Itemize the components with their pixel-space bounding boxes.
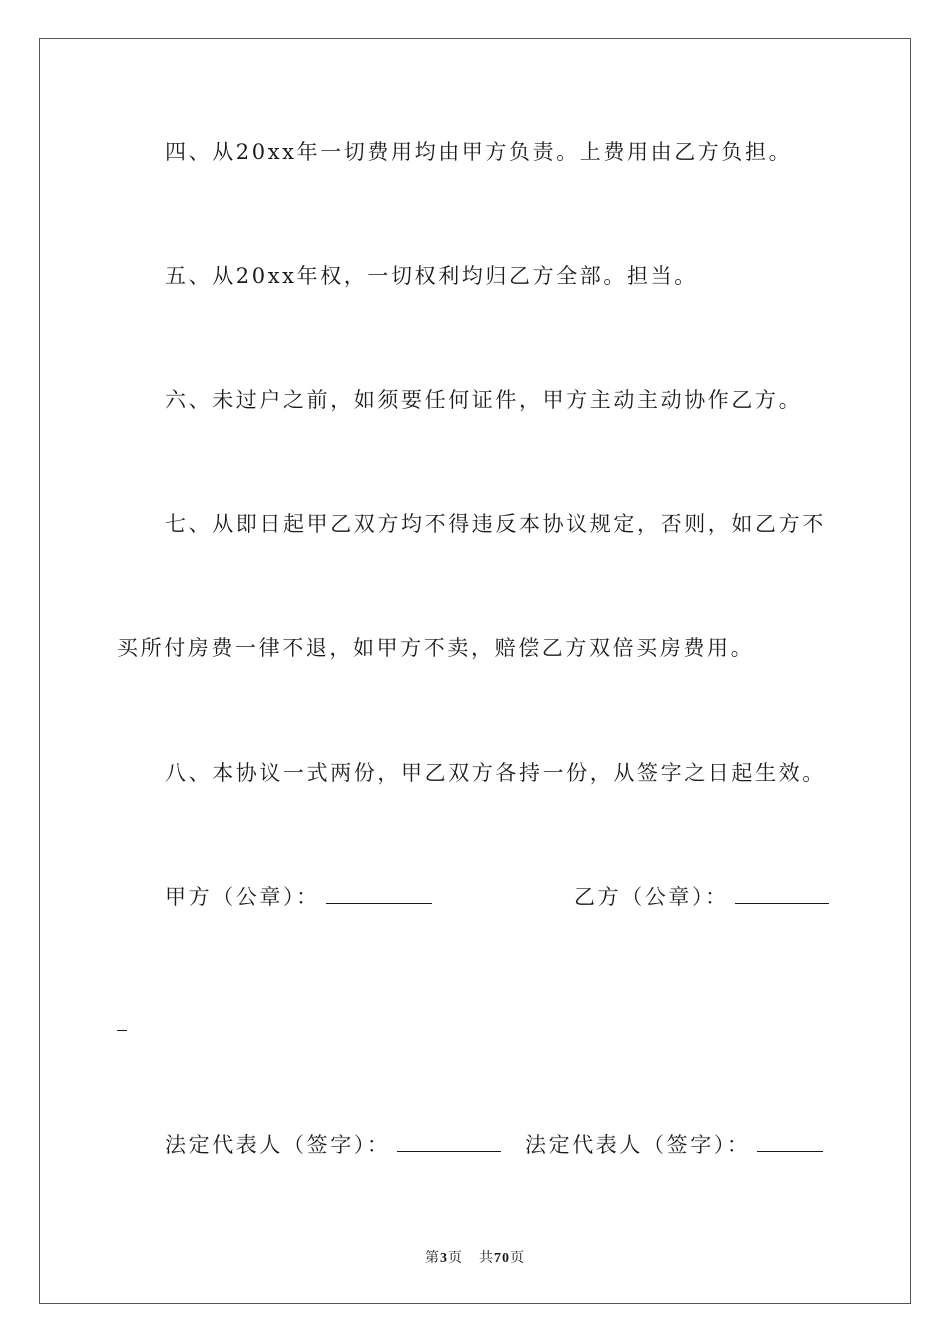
- party-a-rep-blank: [397, 1133, 501, 1152]
- clause-8: 八、本协议一式两份，甲乙双方各持一份，从签字之日起生效。: [165, 761, 826, 785]
- footer-total-suffix: 页: [510, 1251, 525, 1266]
- party-b-rep-label: 法定代表人（签字）：: [525, 1133, 751, 1157]
- party-b-seal-row: [574, 882, 829, 912]
- clause-7-line-1: 七、从即日起甲乙双方均不得违反本协议规定，否则，如乙方不: [165, 512, 826, 536]
- footer-total-pages: 70: [494, 1251, 510, 1266]
- clause-7-line-2: 买所付房费一律不退，如甲方不卖，赔偿乙方双倍买房费用。: [117, 636, 755, 660]
- footer-total-prefix: 共: [479, 1251, 494, 1266]
- party-b-seal-blank: [735, 885, 829, 904]
- party-a-rep-row: [165, 1130, 501, 1160]
- party-a-seal-row: [165, 882, 432, 912]
- party-b-rep-blank: [757, 1133, 823, 1152]
- party-a-seal-blank: [326, 885, 432, 904]
- party-b-seal-label: 乙方（公章）：: [574, 885, 729, 909]
- footer-page-number: 3: [440, 1251, 448, 1266]
- clause-5: 五、从20xx年权，一切权利均归乙方全部。担当。: [165, 264, 698, 288]
- party-a-rep-label: 法定代表人（签字）：: [165, 1133, 391, 1157]
- clause-6: 六、未过户之前，如须要任何证件，甲方主动主动协作乙方。: [165, 388, 803, 412]
- page-border: [39, 38, 911, 1304]
- footer-page-suffix: 页: [448, 1251, 463, 1266]
- page-footer: [0, 1247, 950, 1267]
- footer-page-prefix: 第: [425, 1251, 440, 1266]
- clause-4: 四、从20xx年一切费用均由甲方负责。上费用由乙方负担。: [165, 140, 793, 164]
- party-a-seal-label: 甲方（公章）：: [165, 885, 320, 909]
- party-b-rep-row: [525, 1130, 823, 1160]
- stray-underline: [117, 1030, 127, 1031]
